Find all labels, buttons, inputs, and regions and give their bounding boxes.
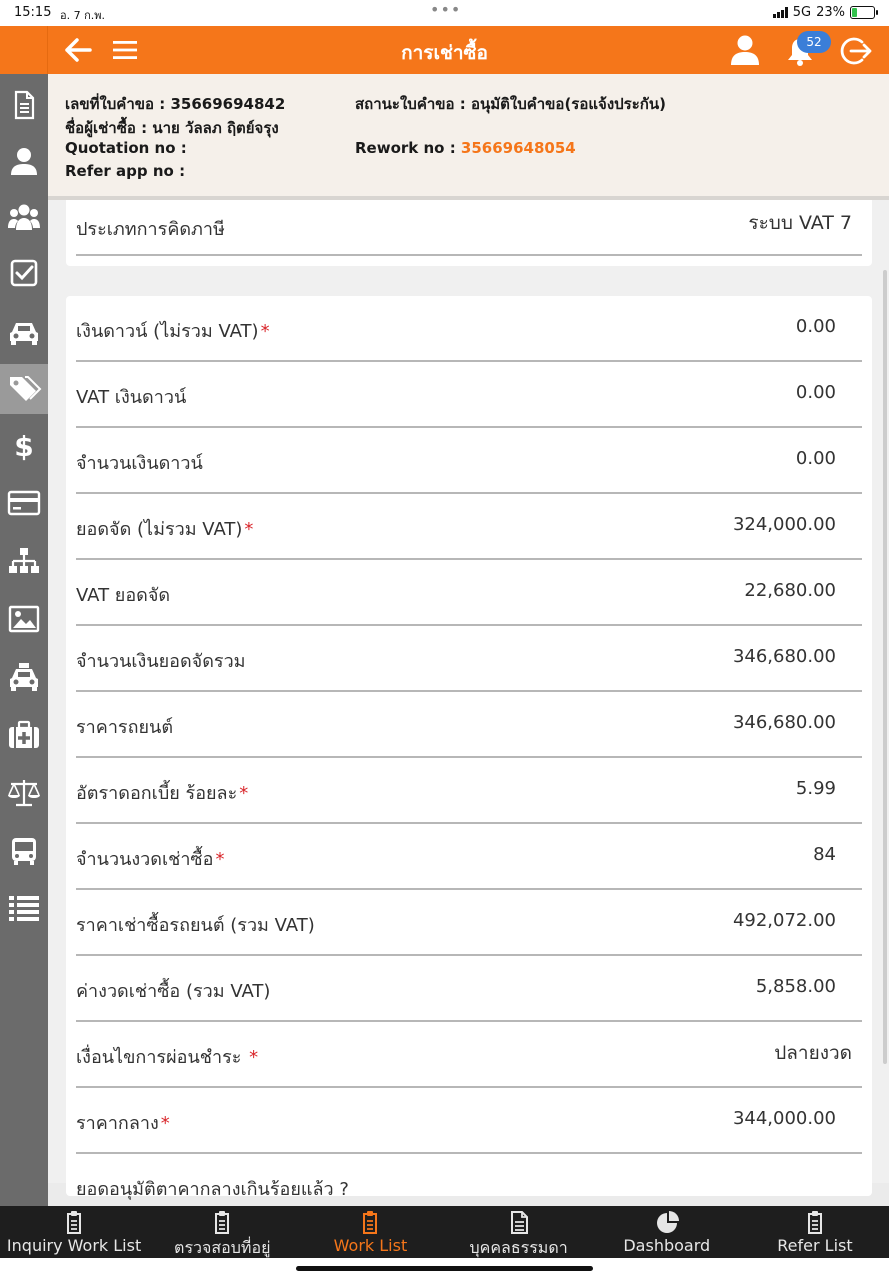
- sidebar-item-group[interactable]: [0, 192, 48, 242]
- pie-chart-icon: [656, 1210, 678, 1234]
- sidebar-item-person[interactable]: [0, 136, 48, 186]
- file-icon: [508, 1210, 530, 1234]
- required-asterisk: *: [160, 1113, 170, 1134]
- tab-work-list[interactable]: [296, 1206, 444, 1258]
- image-icon: [8, 604, 40, 634]
- field-label: ยอดจัด (ไม่รวม VAT) *: [76, 519, 254, 540]
- form-row[interactable]: [76, 1022, 862, 1088]
- status-bar: [0, 0, 889, 26]
- tax-type-row[interactable]: [76, 200, 862, 256]
- required-asterisk: *: [239, 783, 249, 804]
- clipboard-icon: [63, 1210, 85, 1234]
- tab-label: ตรวจสอบที่อยู่: [174, 1238, 271, 1257]
- notification-badge[interactable]: 52: [797, 31, 831, 53]
- signal-icon: [773, 7, 788, 18]
- tags-icon: [8, 374, 40, 404]
- battery-percent: 23%: [816, 5, 845, 20]
- required-asterisk: *: [215, 849, 225, 870]
- loan-details-card: [66, 296, 872, 1200]
- field-value: 324,000.00: [732, 514, 836, 535]
- field-value: 5.99: [795, 778, 836, 799]
- form-row: [76, 692, 862, 758]
- medkit-icon: [8, 720, 40, 750]
- sidebar-item-insurance[interactable]: [0, 710, 48, 760]
- field-value: 0.00: [795, 448, 836, 469]
- field-select[interactable]: ปลายงวด: [774, 1042, 852, 1064]
- refer-app-no: Refer app no :: [65, 162, 186, 180]
- car-icon: [8, 316, 40, 346]
- form-row: [76, 890, 862, 956]
- request-no: เลขที่ใบคำขอ : 35669694842: [65, 95, 286, 113]
- tab-บุคคลธรรมดา[interactable]: [445, 1206, 593, 1258]
- scrollbar[interactable]: [883, 270, 887, 1064]
- field-label: ราคาเช่าซื้อรถยนต์ (รวม VAT): [76, 915, 315, 936]
- sidebar-item-structure[interactable]: [0, 536, 48, 586]
- field-label: จำนวนเงินดาวน์: [76, 453, 203, 474]
- quotation-no: Quotation no :: [65, 139, 187, 157]
- field-value: 84: [813, 844, 836, 865]
- field-value: 22,680.00: [744, 580, 836, 601]
- form-row: [76, 494, 862, 560]
- buyer-name: ชื่อผู้เช่าซื้อ : นาย วัลลภ ฤิตย์จรุง: [65, 119, 279, 137]
- field-value: 0.00: [795, 382, 836, 403]
- field-label: ราคากลาง *: [76, 1113, 170, 1134]
- sidebar: [0, 74, 48, 1206]
- form-row: [76, 626, 862, 692]
- form-row: [76, 362, 862, 428]
- required-asterisk: *: [249, 1047, 259, 1068]
- tax-type-label: ประเภทการคิดภาษี: [76, 219, 225, 240]
- bus-icon: [8, 836, 40, 866]
- tab-inquiry-work-list[interactable]: [0, 1206, 148, 1258]
- tab-label: บุคคลธรรมดา: [469, 1238, 568, 1257]
- form-row: [76, 824, 862, 890]
- application-info-panel: [48, 74, 889, 198]
- balance-scale-icon: [8, 778, 40, 808]
- field-label: VAT ยอดจัด: [76, 585, 171, 606]
- svg-text:$: $: [14, 430, 34, 463]
- sidebar-item-payment[interactable]: [0, 478, 48, 528]
- page-title: การเช่าซื้อ: [401, 42, 488, 64]
- sidebar-item-bus[interactable]: [0, 826, 48, 876]
- field-value: 346,680.00: [732, 712, 836, 733]
- field-value: 492,072.00: [732, 910, 836, 931]
- clipboard-icon: [359, 1210, 381, 1234]
- tax-card: [66, 200, 872, 266]
- sidebar-item-list[interactable]: [0, 882, 48, 932]
- required-asterisk: *: [260, 321, 270, 342]
- field-label: จำนวนงวดเช่าซื้อ *: [76, 849, 225, 870]
- checkbox-icon: [8, 258, 40, 288]
- home-indicator[interactable]: [296, 1266, 593, 1271]
- form-row: [76, 1088, 862, 1154]
- required-asterisk: *: [244, 519, 254, 540]
- form-content[interactable]: [48, 200, 889, 1200]
- person-icon: [8, 146, 40, 176]
- field-value: 5,858.00: [755, 976, 836, 997]
- sidebar-item-checklist[interactable]: [0, 248, 48, 298]
- field-label: VAT เงินดาวน์: [76, 387, 187, 408]
- form-row: [76, 560, 862, 626]
- sidebar-item-pricing[interactable]: [0, 364, 48, 414]
- field-label: อัตราดอกเบี้ย ร้อยละ *: [76, 783, 249, 804]
- battery-icon: [850, 6, 875, 19]
- taxi-icon: [8, 662, 40, 692]
- sitemap-icon: [8, 546, 40, 576]
- sidebar-item-legal[interactable]: [0, 768, 48, 818]
- dollar-icon: [8, 430, 40, 463]
- tab-dashboard[interactable]: [593, 1206, 741, 1258]
- multitask-dots-icon[interactable]: •••: [430, 0, 462, 19]
- status-time: 15:15: [14, 5, 52, 20]
- tab-label: Refer List: [777, 1236, 853, 1255]
- field-value: 0.00: [795, 316, 836, 337]
- field-value: 346,680.00: [732, 646, 836, 667]
- logout-icon[interactable]: [840, 36, 872, 66]
- list-icon: [8, 892, 40, 922]
- tab-refer-list[interactable]: [741, 1206, 889, 1258]
- form-row: [76, 428, 862, 494]
- form-row: [76, 758, 862, 824]
- rework-no: Rework no : 35669648054: [355, 139, 576, 157]
- sidebar-item-finance[interactable]: [0, 420, 48, 470]
- clipboard-icon: [211, 1210, 233, 1234]
- form-row: [76, 296, 862, 362]
- field-label: เงื่อนไขการผ่อนชำระ *: [76, 1047, 259, 1068]
- tab-label: Dashboard: [623, 1236, 711, 1255]
- sidebar-item-taxi[interactable]: [0, 652, 48, 702]
- field-label: ยอดอนุมัติตาคากลางเกินร้อยแล้ว ?: [76, 1179, 349, 1200]
- network-type: 5G: [792, 5, 812, 20]
- field-label: ราคารถยนต์: [76, 717, 174, 738]
- bottom-tab-bar: [0, 1206, 889, 1258]
- tab-ตรวจสอบที่อยู่[interactable]: [148, 1206, 296, 1258]
- group-icon: [8, 202, 40, 232]
- sidebar-item-images[interactable]: [0, 594, 48, 644]
- clipboard-icon: [804, 1210, 826, 1234]
- tab-label: Inquiry Work List: [6, 1236, 142, 1255]
- tab-label: Work List: [333, 1236, 408, 1255]
- field-value: 344,000.00: [732, 1108, 836, 1129]
- sidebar-item-document[interactable]: [0, 80, 48, 130]
- field-label: จำนวนเงินยอดจัดรวม: [76, 651, 246, 672]
- document-icon: [8, 90, 40, 120]
- app-header: [0, 26, 889, 74]
- field-label: ค่างวดเช่าซื้อ (รวม VAT): [76, 981, 271, 1002]
- credit-card-icon: [8, 488, 40, 518]
- field-label: เงินดาวน์ (ไม่รวม VAT) *: [76, 321, 270, 342]
- status-date: อ. 7 ก.พ.: [60, 9, 105, 22]
- application-status: สถานะใบคำขอ : อนุมัติใบคำขอ(รอแจ้งประกัน): [355, 95, 666, 113]
- tax-type-select[interactable]: ระบบ VAT 7: [748, 212, 852, 234]
- sidebar-item-car[interactable]: [0, 306, 48, 356]
- user-profile-icon[interactable]: [730, 34, 760, 66]
- form-row: [76, 956, 862, 1022]
